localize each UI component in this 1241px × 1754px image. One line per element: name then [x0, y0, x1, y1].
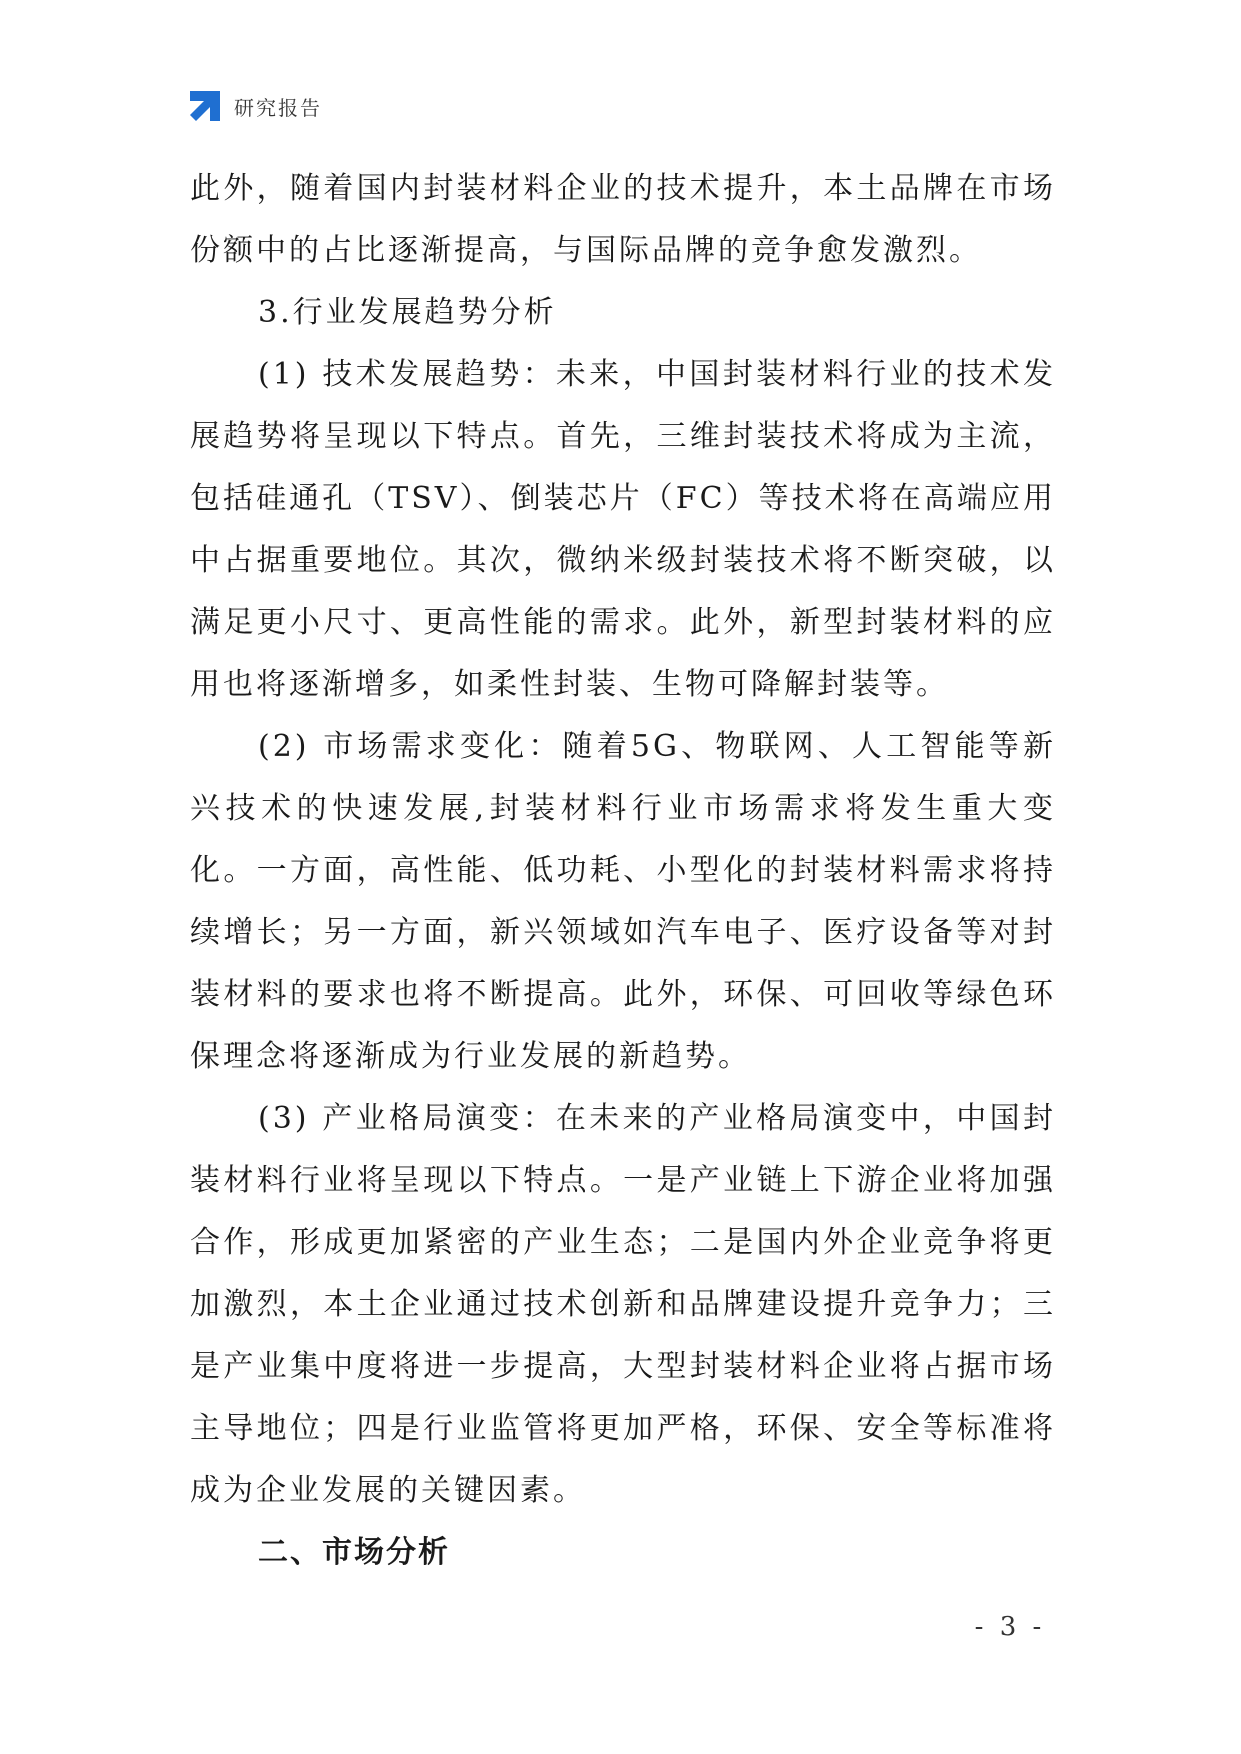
- arrow-logo-icon: [188, 89, 222, 123]
- page-header: [188, 88, 322, 124]
- paragraph-technology-trends: (1) 技术发展趋势：未来，中国封装材料行业的技术发展趋势将呈现以下特点。首先，三维封装技术将成为主流，包括硅通孔（TSV）、倒装芯片（FC）等技术将在高端应用中占据重要地位。其次，微纳米级封装技术将不断突破，以满足更小尺寸、更高性能的需求。此外，新型封装材料的应用也将逐渐增多，如柔性封装、生物可降解封装等。: [190, 357, 1056, 702]
- chapter-heading-market-analysis: 二、市场分析: [258, 1535, 450, 1570]
- paragraph-industry-structure: (3) 产业格局演变：在未来的产业格局演变中，中国封装材料行业将呈现以下特点。一是产业链上下游企业将加强合作，形成更加紧密的产业生态；二是国内外企业竞争将更加激烈，本土企业通过技术创新和品牌建设提升竞争力；三是产业集中度将进一步提高，大型封装材料企业将占据市场主导地位；四是行业监管将更加严格，环保、安全等标准将成为企业发展的关键因素。: [190, 1101, 1056, 1508]
- paragraph-market-demand: (2) 市场需求变化：随着5G、物联网、人工智能等新兴技术的快速发展,封装材料行业市场需求将发生重大变化。一方面，高性能、低功耗、小型化的封装材料需求将持续增长；另一方面，新兴领域如汽车电子、医疗设备等对封装材料的要求也将不断提高。此外，环保、可回收等绿色环保理念将逐渐成为行业发展的新趋势。: [190, 729, 1056, 1074]
- header-title: 研究报告: [234, 95, 322, 120]
- document-body: [190, 158, 1056, 1584]
- paragraph-competition: 此外，随着国内封装材料企业的技术提升，本土品牌在市场份额中的占比逐渐提高，与国际品牌的竞争愈发激烈。: [190, 171, 1056, 268]
- section-heading-trends: 3.行业发展趋势分析: [258, 295, 557, 330]
- page-number: - 3 -: [974, 1612, 1046, 1642]
